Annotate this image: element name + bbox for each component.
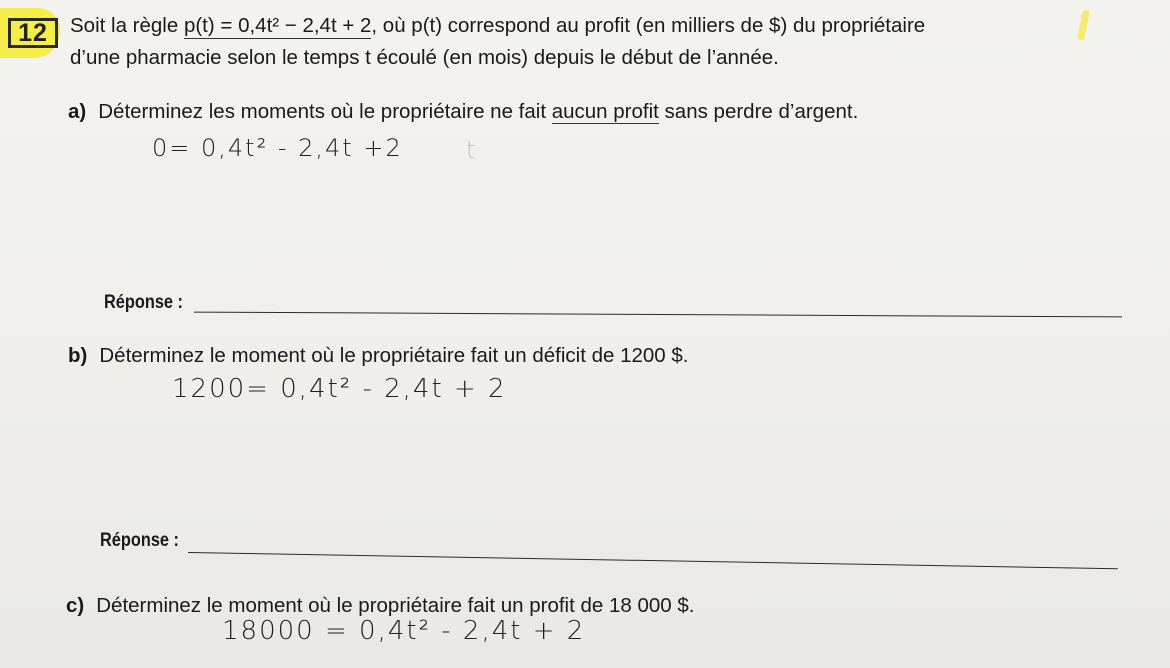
part-text: sans perdre d’argent. — [658, 100, 859, 123]
question-statement-line1 — [70, 14, 925, 38]
part-b-response-line — [188, 552, 1118, 569]
question-statement-line2: d’une pharmacie selon le temps t écoulé (en mois) depuis le début de l’année. — [70, 46, 779, 69]
part-b-question — [68, 344, 688, 368]
highlighter-stroke — [1077, 10, 1090, 41]
part-a-response-line — [194, 312, 1122, 318]
question-number: 12 — [8, 18, 58, 48]
part-b-response-label: Réponse : — [100, 530, 179, 551]
part-c-handwritten-work: 18000 = 0,4t² - 2,4t + 2 — [222, 616, 586, 646]
part-label: b) — [68, 344, 88, 367]
part-a-response-label: Réponse : — [104, 292, 183, 313]
part-label: c) — [66, 594, 85, 617]
part-c-question — [66, 594, 694, 618]
rule-expression: p(t) = 0,4t² − 2,4t + 2 — [183, 14, 372, 37]
part-text: Déterminez le moment où le propriétaire fait un déficit de 1200 $. — [99, 344, 689, 367]
part-b-handwritten-work: 1200= 0,4t² - 2,4t + 2 — [172, 374, 507, 404]
part-text: Déterminez le moment où le propriétaire fait un profit de 18 000 $. — [96, 594, 695, 617]
stray-pencil-mark: t — [466, 136, 478, 164]
part-a-question — [68, 100, 858, 124]
statement-text: Soit la règle — [70, 14, 184, 37]
part-label: a) — [68, 100, 87, 123]
statement-text: , où p(t) correspond au profit (en milliers de $) du propriétaire — [371, 14, 926, 37]
underlined-text: aucun profit — [551, 100, 659, 123]
part-text: Déterminez les moments où le propriétaire ne fait — [98, 100, 552, 123]
part-a-handwritten-work: 0= 0,4t² - 2,4t +2 — [152, 134, 403, 162]
